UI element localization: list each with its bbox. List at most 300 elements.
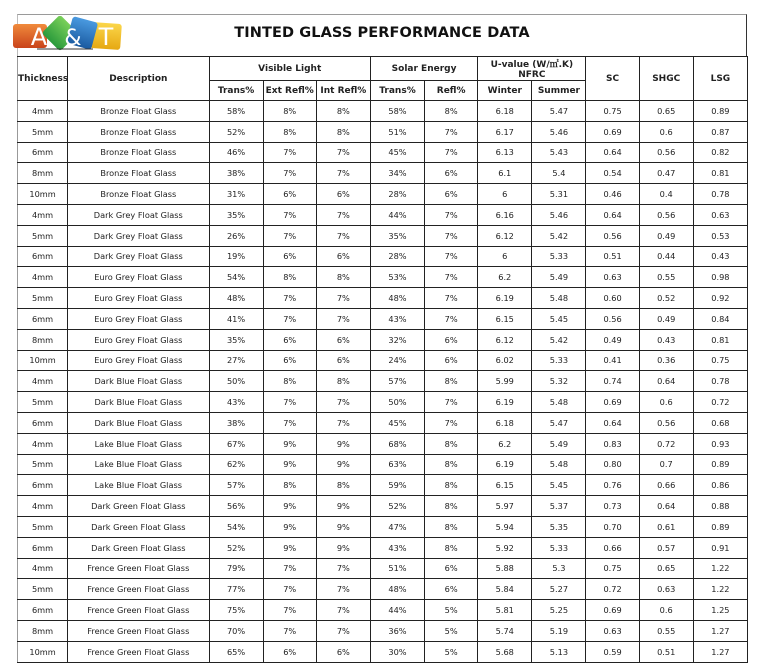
cell-sc: 0.66 xyxy=(586,537,639,558)
cell-description: Euro Grey Float Glass xyxy=(68,267,209,288)
cell-vl-ext-refl: 6% xyxy=(263,246,316,267)
cell-u-winter: 6.12 xyxy=(478,329,532,350)
cell-vl-trans: 65% xyxy=(209,641,263,662)
cell-se-refl: 6% xyxy=(425,184,478,205)
cell-u-winter: 6.2 xyxy=(478,433,532,454)
cell-vl-trans: 38% xyxy=(209,412,263,433)
cell-lsg: 0.87 xyxy=(693,121,747,142)
cell-sc: 0.73 xyxy=(586,496,639,517)
cell-vl-ext-refl: 8% xyxy=(263,267,316,288)
cell-shgc: 0.55 xyxy=(639,620,693,641)
cell-u-summer: 5.43 xyxy=(532,142,586,163)
cell-sc: 0.69 xyxy=(586,392,639,413)
table-row xyxy=(18,579,748,600)
cell-se-trans: 36% xyxy=(370,620,424,641)
cell-u-summer: 5.3 xyxy=(532,558,586,579)
cell-shgc: 0.6 xyxy=(639,121,693,142)
cell-u-winter: 5.81 xyxy=(478,600,532,621)
cell-description: Dark Grey Float Glass xyxy=(68,204,209,225)
cell-description: Dark Green Float Glass xyxy=(68,516,209,537)
cell-shgc: 0.52 xyxy=(639,288,693,309)
cell-description: Frence Green Float Glass xyxy=(68,558,209,579)
cell-description: Dark Blue Float Glass xyxy=(68,392,209,413)
cell-shgc: 0.49 xyxy=(639,225,693,246)
cell-vl-int-refl: 8% xyxy=(316,371,370,392)
cell-vl-ext-refl: 7% xyxy=(263,392,316,413)
cell-shgc: 0.64 xyxy=(639,496,693,517)
cell-se-trans: 28% xyxy=(370,184,424,205)
cell-shgc: 0.72 xyxy=(639,433,693,454)
cell-vl-trans: 38% xyxy=(209,163,263,184)
cell-vl-trans: 35% xyxy=(209,204,263,225)
table-row xyxy=(18,371,748,392)
cell-vl-trans: 57% xyxy=(209,475,263,496)
cell-shgc: 0.56 xyxy=(639,412,693,433)
cell-se-refl: 8% xyxy=(425,101,478,122)
table-row xyxy=(18,350,748,371)
cell-lsg: 0.89 xyxy=(693,101,747,122)
header-lsg: LSG xyxy=(693,57,747,101)
header-winter: Winter xyxy=(478,81,532,101)
header-se-trans: Trans% xyxy=(370,81,424,101)
cell-vl-ext-refl: 6% xyxy=(263,184,316,205)
cell-u-winter: 6.16 xyxy=(478,204,532,225)
cell-description: Frence Green Float Glass xyxy=(68,579,209,600)
table-row xyxy=(18,454,748,475)
cell-se-refl: 6% xyxy=(425,329,478,350)
cell-se-trans: 59% xyxy=(370,475,424,496)
cell-se-trans: 24% xyxy=(370,350,424,371)
header-thickness: Thickness xyxy=(18,57,68,101)
table-row xyxy=(18,412,748,433)
cell-u-winter: 5.94 xyxy=(478,516,532,537)
cell-sc: 0.83 xyxy=(586,433,639,454)
table-row xyxy=(18,204,748,225)
cell-vl-trans: 77% xyxy=(209,579,263,600)
cell-vl-ext-refl: 9% xyxy=(263,496,316,517)
cell-thickness: 10mm xyxy=(18,641,68,662)
header-shgc: SHGC xyxy=(639,57,693,101)
table-row xyxy=(18,101,748,122)
cell-thickness: 5mm xyxy=(18,225,68,246)
cell-se-refl: 7% xyxy=(425,225,478,246)
cell-description: Dark Blue Float Glass xyxy=(68,412,209,433)
cell-vl-int-refl: 7% xyxy=(316,204,370,225)
cell-sc: 0.41 xyxy=(586,350,639,371)
cell-vl-ext-refl: 6% xyxy=(263,350,316,371)
cell-u-winter: 6.19 xyxy=(478,392,532,413)
cell-thickness: 4mm xyxy=(18,101,68,122)
cell-shgc: 0.56 xyxy=(639,204,693,225)
header-summer: Summer xyxy=(532,81,586,101)
cell-u-summer: 5.33 xyxy=(532,246,586,267)
cell-sc: 0.76 xyxy=(586,475,639,496)
cell-vl-trans: 75% xyxy=(209,600,263,621)
cell-thickness: 4mm xyxy=(18,267,68,288)
cell-se-trans: 51% xyxy=(370,121,424,142)
cell-thickness: 5mm xyxy=(18,454,68,475)
cell-vl-int-refl: 7% xyxy=(316,142,370,163)
cell-vl-trans: 79% xyxy=(209,558,263,579)
cell-se-trans: 52% xyxy=(370,496,424,517)
cell-sc: 0.63 xyxy=(586,267,639,288)
cell-se-trans: 53% xyxy=(370,267,424,288)
cell-thickness: 4mm xyxy=(18,496,68,517)
cell-se-trans: 45% xyxy=(370,142,424,163)
logo-letter-t: T xyxy=(98,23,114,51)
cell-se-trans: 35% xyxy=(370,225,424,246)
cell-vl-trans: 62% xyxy=(209,454,263,475)
cell-shgc: 0.49 xyxy=(639,308,693,329)
cell-u-summer: 5.27 xyxy=(532,579,586,600)
header-vl-ext-refl: Ext Refl% xyxy=(263,81,316,101)
cell-description: Euro Grey Float Glass xyxy=(68,329,209,350)
cell-u-summer: 5.33 xyxy=(532,350,586,371)
cell-thickness: 10mm xyxy=(18,184,68,205)
cell-sc: 0.63 xyxy=(586,620,639,641)
cell-lsg: 0.68 xyxy=(693,412,747,433)
cell-vl-int-refl: 8% xyxy=(316,267,370,288)
table-row xyxy=(18,392,748,413)
page-title: TINTED GLASS PERFORMANCE DATA xyxy=(234,25,530,41)
cell-vl-trans: 27% xyxy=(209,350,263,371)
cell-vl-int-refl: 6% xyxy=(316,184,370,205)
cell-sc: 0.59 xyxy=(586,641,639,662)
cell-u-winter: 6.15 xyxy=(478,475,532,496)
cell-lsg: 1.25 xyxy=(693,600,747,621)
cell-u-summer: 5.46 xyxy=(532,204,586,225)
cell-lsg: 0.98 xyxy=(693,267,747,288)
cell-vl-trans: 52% xyxy=(209,121,263,142)
cell-vl-int-refl: 8% xyxy=(316,121,370,142)
cell-vl-int-refl: 7% xyxy=(316,308,370,329)
cell-vl-trans: 41% xyxy=(209,308,263,329)
cell-description: Bronze Float Glass xyxy=(68,184,209,205)
cell-u-winter: 6 xyxy=(478,246,532,267)
cell-u-winter: 6.2 xyxy=(478,267,532,288)
cell-shgc: 0.51 xyxy=(639,641,693,662)
cell-shgc: 0.47 xyxy=(639,163,693,184)
cell-sc: 0.49 xyxy=(586,329,639,350)
cell-u-summer: 5.32 xyxy=(532,371,586,392)
cell-thickness: 6mm xyxy=(18,412,68,433)
cell-se-refl: 8% xyxy=(425,433,478,454)
cell-shgc: 0.65 xyxy=(639,101,693,122)
cell-sc: 0.64 xyxy=(586,412,639,433)
cell-se-refl: 8% xyxy=(425,537,478,558)
cell-sc: 0.75 xyxy=(586,558,639,579)
cell-u-summer: 5.31 xyxy=(532,184,586,205)
header-sc: SC xyxy=(586,57,639,101)
cell-thickness: 6mm xyxy=(18,475,68,496)
table-row xyxy=(18,516,748,537)
cell-sc: 0.75 xyxy=(586,101,639,122)
cell-vl-ext-refl: 7% xyxy=(263,620,316,641)
cell-sc: 0.64 xyxy=(586,142,639,163)
cell-description: Frence Green Float Glass xyxy=(68,620,209,641)
cell-shgc: 0.63 xyxy=(639,579,693,600)
cell-vl-int-refl: 6% xyxy=(316,329,370,350)
table-row xyxy=(18,475,748,496)
cell-u-summer: 5.48 xyxy=(532,288,586,309)
cell-u-summer: 5.35 xyxy=(532,516,586,537)
cell-shgc: 0.65 xyxy=(639,558,693,579)
cell-shgc: 0.6 xyxy=(639,600,693,621)
cell-vl-trans: 31% xyxy=(209,184,263,205)
cell-se-trans: 28% xyxy=(370,246,424,267)
cell-description: Euro Grey Float Glass xyxy=(68,308,209,329)
table-row xyxy=(18,496,748,517)
cell-description: Dark Green Float Glass xyxy=(68,496,209,517)
cell-u-winter: 6.17 xyxy=(478,121,532,142)
table-row xyxy=(18,558,748,579)
cell-vl-ext-refl: 8% xyxy=(263,371,316,392)
table-row xyxy=(18,433,748,454)
cell-lsg: 0.89 xyxy=(693,516,747,537)
cell-vl-trans: 26% xyxy=(209,225,263,246)
cell-sc: 0.51 xyxy=(586,246,639,267)
cell-lsg: 1.27 xyxy=(693,641,747,662)
cell-thickness: 6mm xyxy=(18,600,68,621)
cell-shgc: 0.7 xyxy=(639,454,693,475)
cell-u-winter: 6.18 xyxy=(478,101,532,122)
cell-lsg: 0.63 xyxy=(693,204,747,225)
cell-vl-ext-refl: 9% xyxy=(263,516,316,537)
cell-description: Bronze Float Glass xyxy=(68,101,209,122)
cell-se-trans: 44% xyxy=(370,204,424,225)
cell-vl-int-refl: 6% xyxy=(316,641,370,662)
cell-lsg: 1.22 xyxy=(693,579,747,600)
cell-lsg: 0.82 xyxy=(693,142,747,163)
cell-se-refl: 6% xyxy=(425,163,478,184)
cell-se-refl: 5% xyxy=(425,620,478,641)
cell-description: Lake Blue Float Glass xyxy=(68,454,209,475)
cell-u-summer: 5.19 xyxy=(532,620,586,641)
cell-lsg: 0.72 xyxy=(693,392,747,413)
cell-se-refl: 8% xyxy=(425,496,478,517)
cell-vl-int-refl: 7% xyxy=(316,225,370,246)
cell-u-winter: 6.15 xyxy=(478,308,532,329)
cell-vl-ext-refl: 7% xyxy=(263,308,316,329)
cell-thickness: 4mm xyxy=(18,433,68,454)
header-description: Description xyxy=(68,57,209,101)
table-row xyxy=(18,288,748,309)
cell-vl-int-refl: 9% xyxy=(316,496,370,517)
cell-sc: 0.46 xyxy=(586,184,639,205)
cell-lsg: 0.92 xyxy=(693,288,747,309)
cell-se-refl: 7% xyxy=(425,308,478,329)
cell-vl-trans: 46% xyxy=(209,142,263,163)
cell-vl-ext-refl: 7% xyxy=(263,142,316,163)
cell-lsg: 0.89 xyxy=(693,454,747,475)
cell-shgc: 0.64 xyxy=(639,371,693,392)
table-body xyxy=(18,101,748,663)
cell-lsg: 0.81 xyxy=(693,329,747,350)
cell-description: Dark Grey Float Glass xyxy=(68,246,209,267)
cell-thickness: 5mm xyxy=(18,516,68,537)
cell-u-winter: 6.12 xyxy=(478,225,532,246)
cell-se-trans: 48% xyxy=(370,288,424,309)
cell-vl-int-refl: 9% xyxy=(316,454,370,475)
cell-vl-int-refl: 6% xyxy=(316,350,370,371)
cell-vl-trans: 70% xyxy=(209,620,263,641)
cell-lsg: 1.22 xyxy=(693,558,747,579)
header-vl-trans: Trans% xyxy=(209,81,263,101)
cell-vl-ext-refl: 7% xyxy=(263,600,316,621)
cell-lsg: 0.86 xyxy=(693,475,747,496)
cell-description: Lake Blue Float Glass xyxy=(68,475,209,496)
cell-vl-int-refl: 9% xyxy=(316,537,370,558)
cell-vl-int-refl: 8% xyxy=(316,101,370,122)
cell-vl-trans: 54% xyxy=(209,516,263,537)
cell-se-trans: 50% xyxy=(370,392,424,413)
cell-u-winter: 6.1 xyxy=(478,163,532,184)
cell-vl-int-refl: 7% xyxy=(316,412,370,433)
cell-lsg: 0.78 xyxy=(693,184,747,205)
cell-u-winter: 6.19 xyxy=(478,454,532,475)
header-u-value: U-value (W/㎡.K) NFRC xyxy=(478,57,586,81)
cell-sc: 0.64 xyxy=(586,204,639,225)
cell-description: Frence Green Float Glass xyxy=(68,600,209,621)
cell-description: Dark Grey Float Glass xyxy=(68,225,209,246)
cell-lsg: 0.78 xyxy=(693,371,747,392)
cell-vl-int-refl: 9% xyxy=(316,433,370,454)
cell-vl-int-refl: 9% xyxy=(316,516,370,537)
cell-sc: 0.74 xyxy=(586,371,639,392)
cell-se-trans: 63% xyxy=(370,454,424,475)
cell-se-refl: 7% xyxy=(425,142,478,163)
header-solar-energy: Solar Energy xyxy=(370,57,477,81)
cell-vl-ext-refl: 7% xyxy=(263,579,316,600)
cell-vl-ext-refl: 7% xyxy=(263,163,316,184)
cell-se-refl: 5% xyxy=(425,641,478,662)
cell-se-trans: 57% xyxy=(370,371,424,392)
cell-se-refl: 7% xyxy=(425,392,478,413)
cell-vl-ext-refl: 9% xyxy=(263,433,316,454)
cell-u-winter: 5.88 xyxy=(478,558,532,579)
cell-sc: 0.54 xyxy=(586,163,639,184)
cell-vl-ext-refl: 8% xyxy=(263,475,316,496)
cell-u-summer: 5.25 xyxy=(532,600,586,621)
cell-vl-trans: 48% xyxy=(209,288,263,309)
cell-vl-int-refl: 7% xyxy=(316,163,370,184)
cell-lsg: 1.27 xyxy=(693,620,747,641)
cell-u-winter: 5.68 xyxy=(478,641,532,662)
cell-u-winter: 6.19 xyxy=(478,288,532,309)
cell-u-winter: 6.02 xyxy=(478,350,532,371)
cell-se-refl: 6% xyxy=(425,350,478,371)
cell-vl-ext-refl: 7% xyxy=(263,288,316,309)
cell-se-refl: 6% xyxy=(425,579,478,600)
cell-u-summer: 5.42 xyxy=(532,225,586,246)
cell-se-trans: 51% xyxy=(370,558,424,579)
cell-lsg: 0.91 xyxy=(693,537,747,558)
cell-u-summer: 5.42 xyxy=(532,329,586,350)
cell-u-summer: 5.13 xyxy=(532,641,586,662)
cell-lsg: 0.84 xyxy=(693,308,747,329)
cell-lsg: 0.75 xyxy=(693,350,747,371)
cell-u-summer: 5.45 xyxy=(532,308,586,329)
cell-lsg: 0.93 xyxy=(693,433,747,454)
cell-thickness: 5mm xyxy=(18,392,68,413)
cell-description: Lake Blue Float Glass xyxy=(68,433,209,454)
cell-se-refl: 7% xyxy=(425,412,478,433)
cell-se-trans: 68% xyxy=(370,433,424,454)
table-row xyxy=(18,329,748,350)
cell-se-refl: 7% xyxy=(425,288,478,309)
performance-sheet xyxy=(17,14,747,663)
cell-vl-trans: 67% xyxy=(209,433,263,454)
cell-se-trans: 34% xyxy=(370,163,424,184)
cell-description: Bronze Float Glass xyxy=(68,142,209,163)
cell-vl-ext-refl: 6% xyxy=(263,329,316,350)
table-row xyxy=(18,121,748,142)
cell-se-refl: 7% xyxy=(425,121,478,142)
cell-description: Dark Blue Float Glass xyxy=(68,371,209,392)
cell-sc: 0.56 xyxy=(586,225,639,246)
cell-u-winter: 5.97 xyxy=(478,496,532,517)
cell-sc: 0.56 xyxy=(586,308,639,329)
cell-u-summer: 5.33 xyxy=(532,537,586,558)
cell-vl-int-refl: 7% xyxy=(316,600,370,621)
cell-vl-ext-refl: 8% xyxy=(263,101,316,122)
table-row xyxy=(18,600,748,621)
cell-shgc: 0.4 xyxy=(639,184,693,205)
cell-thickness: 6mm xyxy=(18,308,68,329)
cell-se-trans: 45% xyxy=(370,412,424,433)
cell-se-refl: 8% xyxy=(425,371,478,392)
cell-se-refl: 7% xyxy=(425,267,478,288)
cell-shgc: 0.66 xyxy=(639,475,693,496)
cell-vl-trans: 19% xyxy=(209,246,263,267)
cell-vl-int-refl: 7% xyxy=(316,579,370,600)
cell-vl-int-refl: 7% xyxy=(316,288,370,309)
cell-u-summer: 5.37 xyxy=(532,496,586,517)
cell-vl-ext-refl: 7% xyxy=(263,412,316,433)
table-row xyxy=(18,142,748,163)
cell-se-trans: 43% xyxy=(370,537,424,558)
cell-u-winter: 6 xyxy=(478,184,532,205)
cell-vl-trans: 52% xyxy=(209,537,263,558)
cell-shgc: 0.56 xyxy=(639,142,693,163)
logo-ampersand: & xyxy=(64,26,82,51)
cell-vl-int-refl: 7% xyxy=(316,558,370,579)
cell-u-summer: 5.4 xyxy=(532,163,586,184)
cell-shgc: 0.43 xyxy=(639,329,693,350)
logo-letter-a: A xyxy=(30,23,48,51)
cell-se-refl: 5% xyxy=(425,600,478,621)
cell-sc: 0.69 xyxy=(586,121,639,142)
cell-vl-trans: 50% xyxy=(209,371,263,392)
cell-vl-ext-refl: 9% xyxy=(263,454,316,475)
cell-description: Dark Green Float Glass xyxy=(68,537,209,558)
cell-u-winter: 5.92 xyxy=(478,537,532,558)
cell-lsg: 0.81 xyxy=(693,163,747,184)
cell-vl-ext-refl: 7% xyxy=(263,204,316,225)
cell-vl-trans: 58% xyxy=(209,101,263,122)
cell-thickness: 6mm xyxy=(18,142,68,163)
cell-description: Bronze Float Glass xyxy=(68,163,209,184)
cell-thickness: 4mm xyxy=(18,371,68,392)
cell-thickness: 5mm xyxy=(18,121,68,142)
cell-sc: 0.70 xyxy=(586,516,639,537)
cell-vl-trans: 54% xyxy=(209,267,263,288)
table-row xyxy=(18,641,748,662)
cell-thickness: 10mm xyxy=(18,350,68,371)
cell-se-refl: 7% xyxy=(425,246,478,267)
table-row xyxy=(18,246,748,267)
cell-u-summer: 5.48 xyxy=(532,454,586,475)
